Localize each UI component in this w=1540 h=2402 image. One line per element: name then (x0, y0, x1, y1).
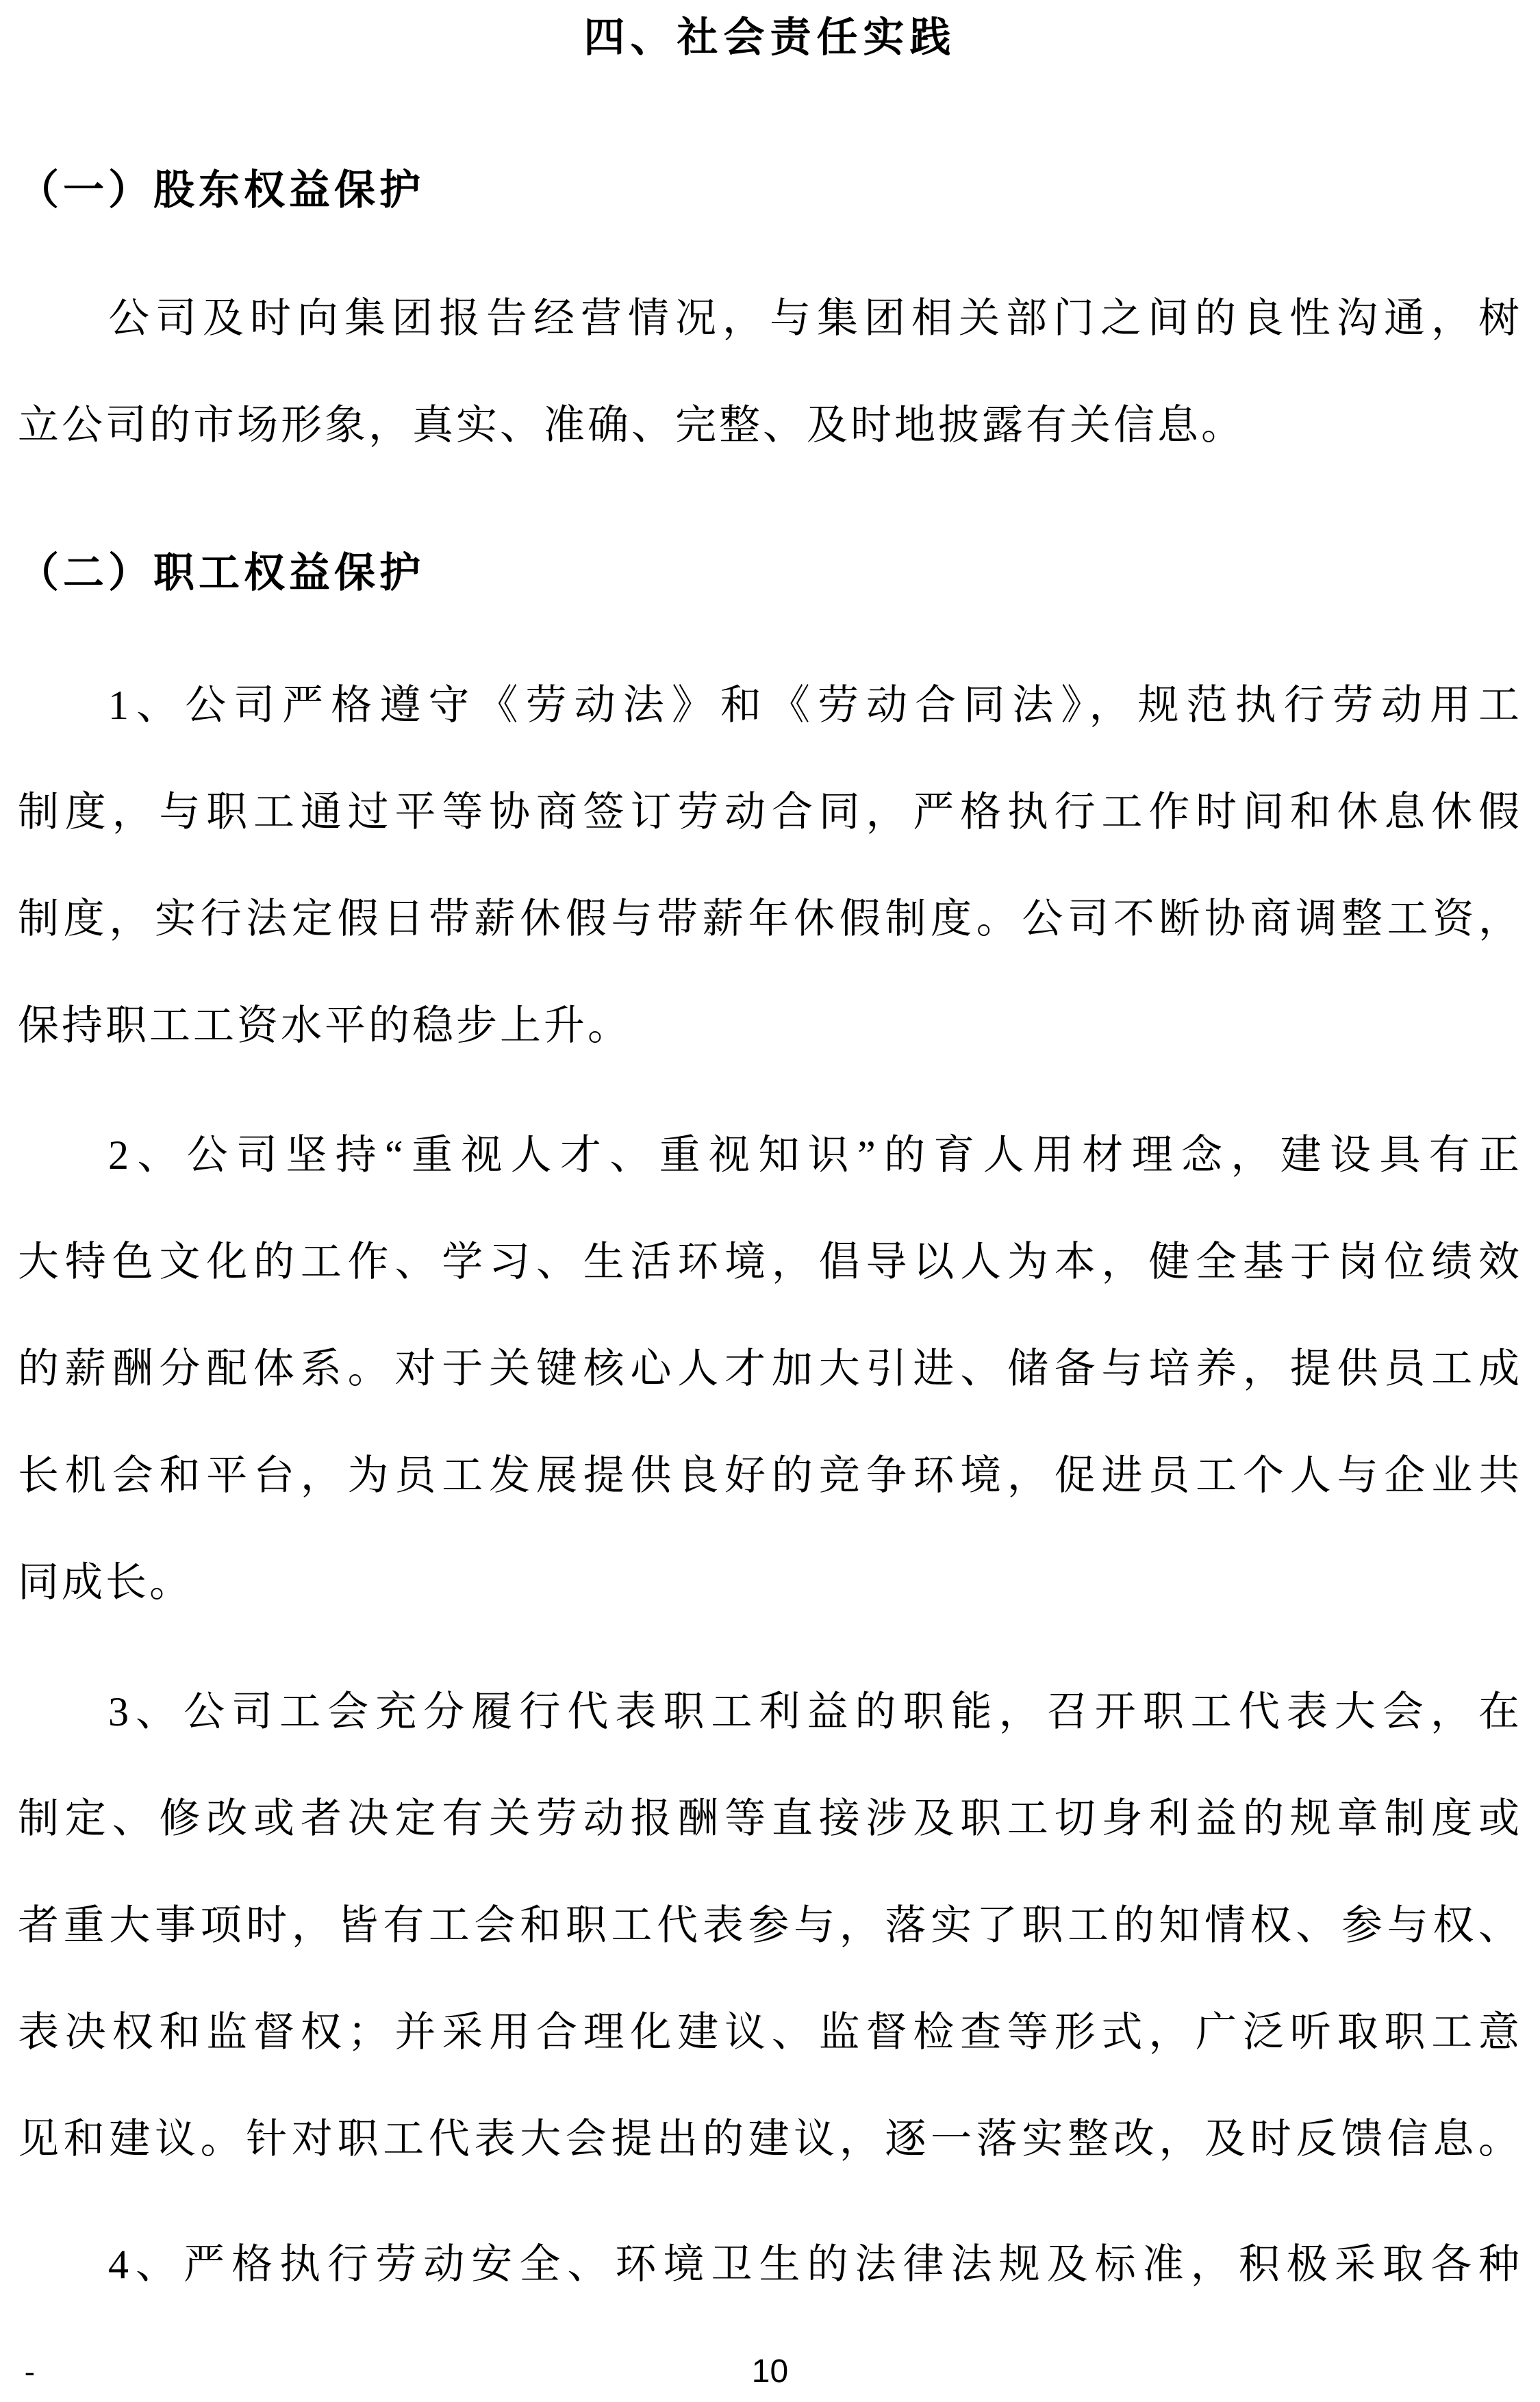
body-line: 2、公司坚持“重视人才、重视知识”的育人用材理念，建设具有正 (108, 1133, 1522, 1178)
paragraph (18, 265, 1522, 479)
body-line: 的薪酬分配体系。对于关键核心人才加大引进、储备与培养，提供员工成 (18, 1346, 1522, 1391)
body-line: 1、公司严格遵守《劳动法》和《劳动合同法》，规范执行劳动用工 (108, 683, 1522, 728)
section-heading-employee-rights: （二）职工权益保护 (18, 551, 425, 596)
body-line: 4、严格执行劳动安全、环境卫生的法律法规及标准，积极采取各种 (108, 2242, 1522, 2287)
body-line: 表决权和监督权；并采用合理化建议、监督检查等形式，广泛听取职工意 (18, 2010, 1522, 2055)
body-line: 公司及时向集团报告经营情况，与集团相关部门之间的良性沟通，树 (108, 296, 1522, 341)
footer-dash: - (25, 2355, 35, 2388)
body-line: 立公司的市场形象，真实、准确、完整、及时地披露有关信息。 (18, 403, 1245, 448)
paragraph (18, 652, 1522, 1079)
paragraph (18, 1102, 1522, 1636)
body-line: 见和建议。针对职工代表大会提出的建议，逐一落实整改，及时反馈信息。 (18, 2116, 1522, 2162)
page-number: 10 (751, 2353, 789, 2390)
body-line: 同成长。 (18, 1560, 193, 1605)
paragraph (18, 2211, 1522, 2318)
page-title: 四、社会责任实践 (583, 15, 957, 60)
body-line: 保持职工工资水平的稳步上升。 (18, 1003, 631, 1048)
body-line: 制定、修改或者决定有关劳动报酬等直接涉及职工切身利益的规章制度或 (18, 1796, 1522, 1841)
body-line: 制度，实行法定假日带薪休假与带薪年休假制度。公司不断协商调整工资， (18, 896, 1522, 941)
body-line: 者重大事项时，皆有工会和职工代表参与，落实了职工的知情权、参与权、 (18, 1903, 1522, 1948)
body-line: 大特色文化的工作、学习、生活环境，倡导以人为本，健全基于岗位绩效 (18, 1239, 1522, 1285)
body-line: 3、公司工会充分履行代表职工利益的职能，召开职工代表大会，在 (108, 1689, 1522, 1734)
body-line: 长机会和平台，为员工发展提供良好的竞争环境，促进员工个人与企业共 (18, 1453, 1522, 1498)
section-heading-shareholder-rights: （一）股东权益保护 (18, 168, 425, 213)
paragraph (18, 1658, 1522, 2192)
body-line: 制度，与职工通过平等协商签订劳动合同，严格执行工作时间和休息休假 (18, 789, 1522, 835)
